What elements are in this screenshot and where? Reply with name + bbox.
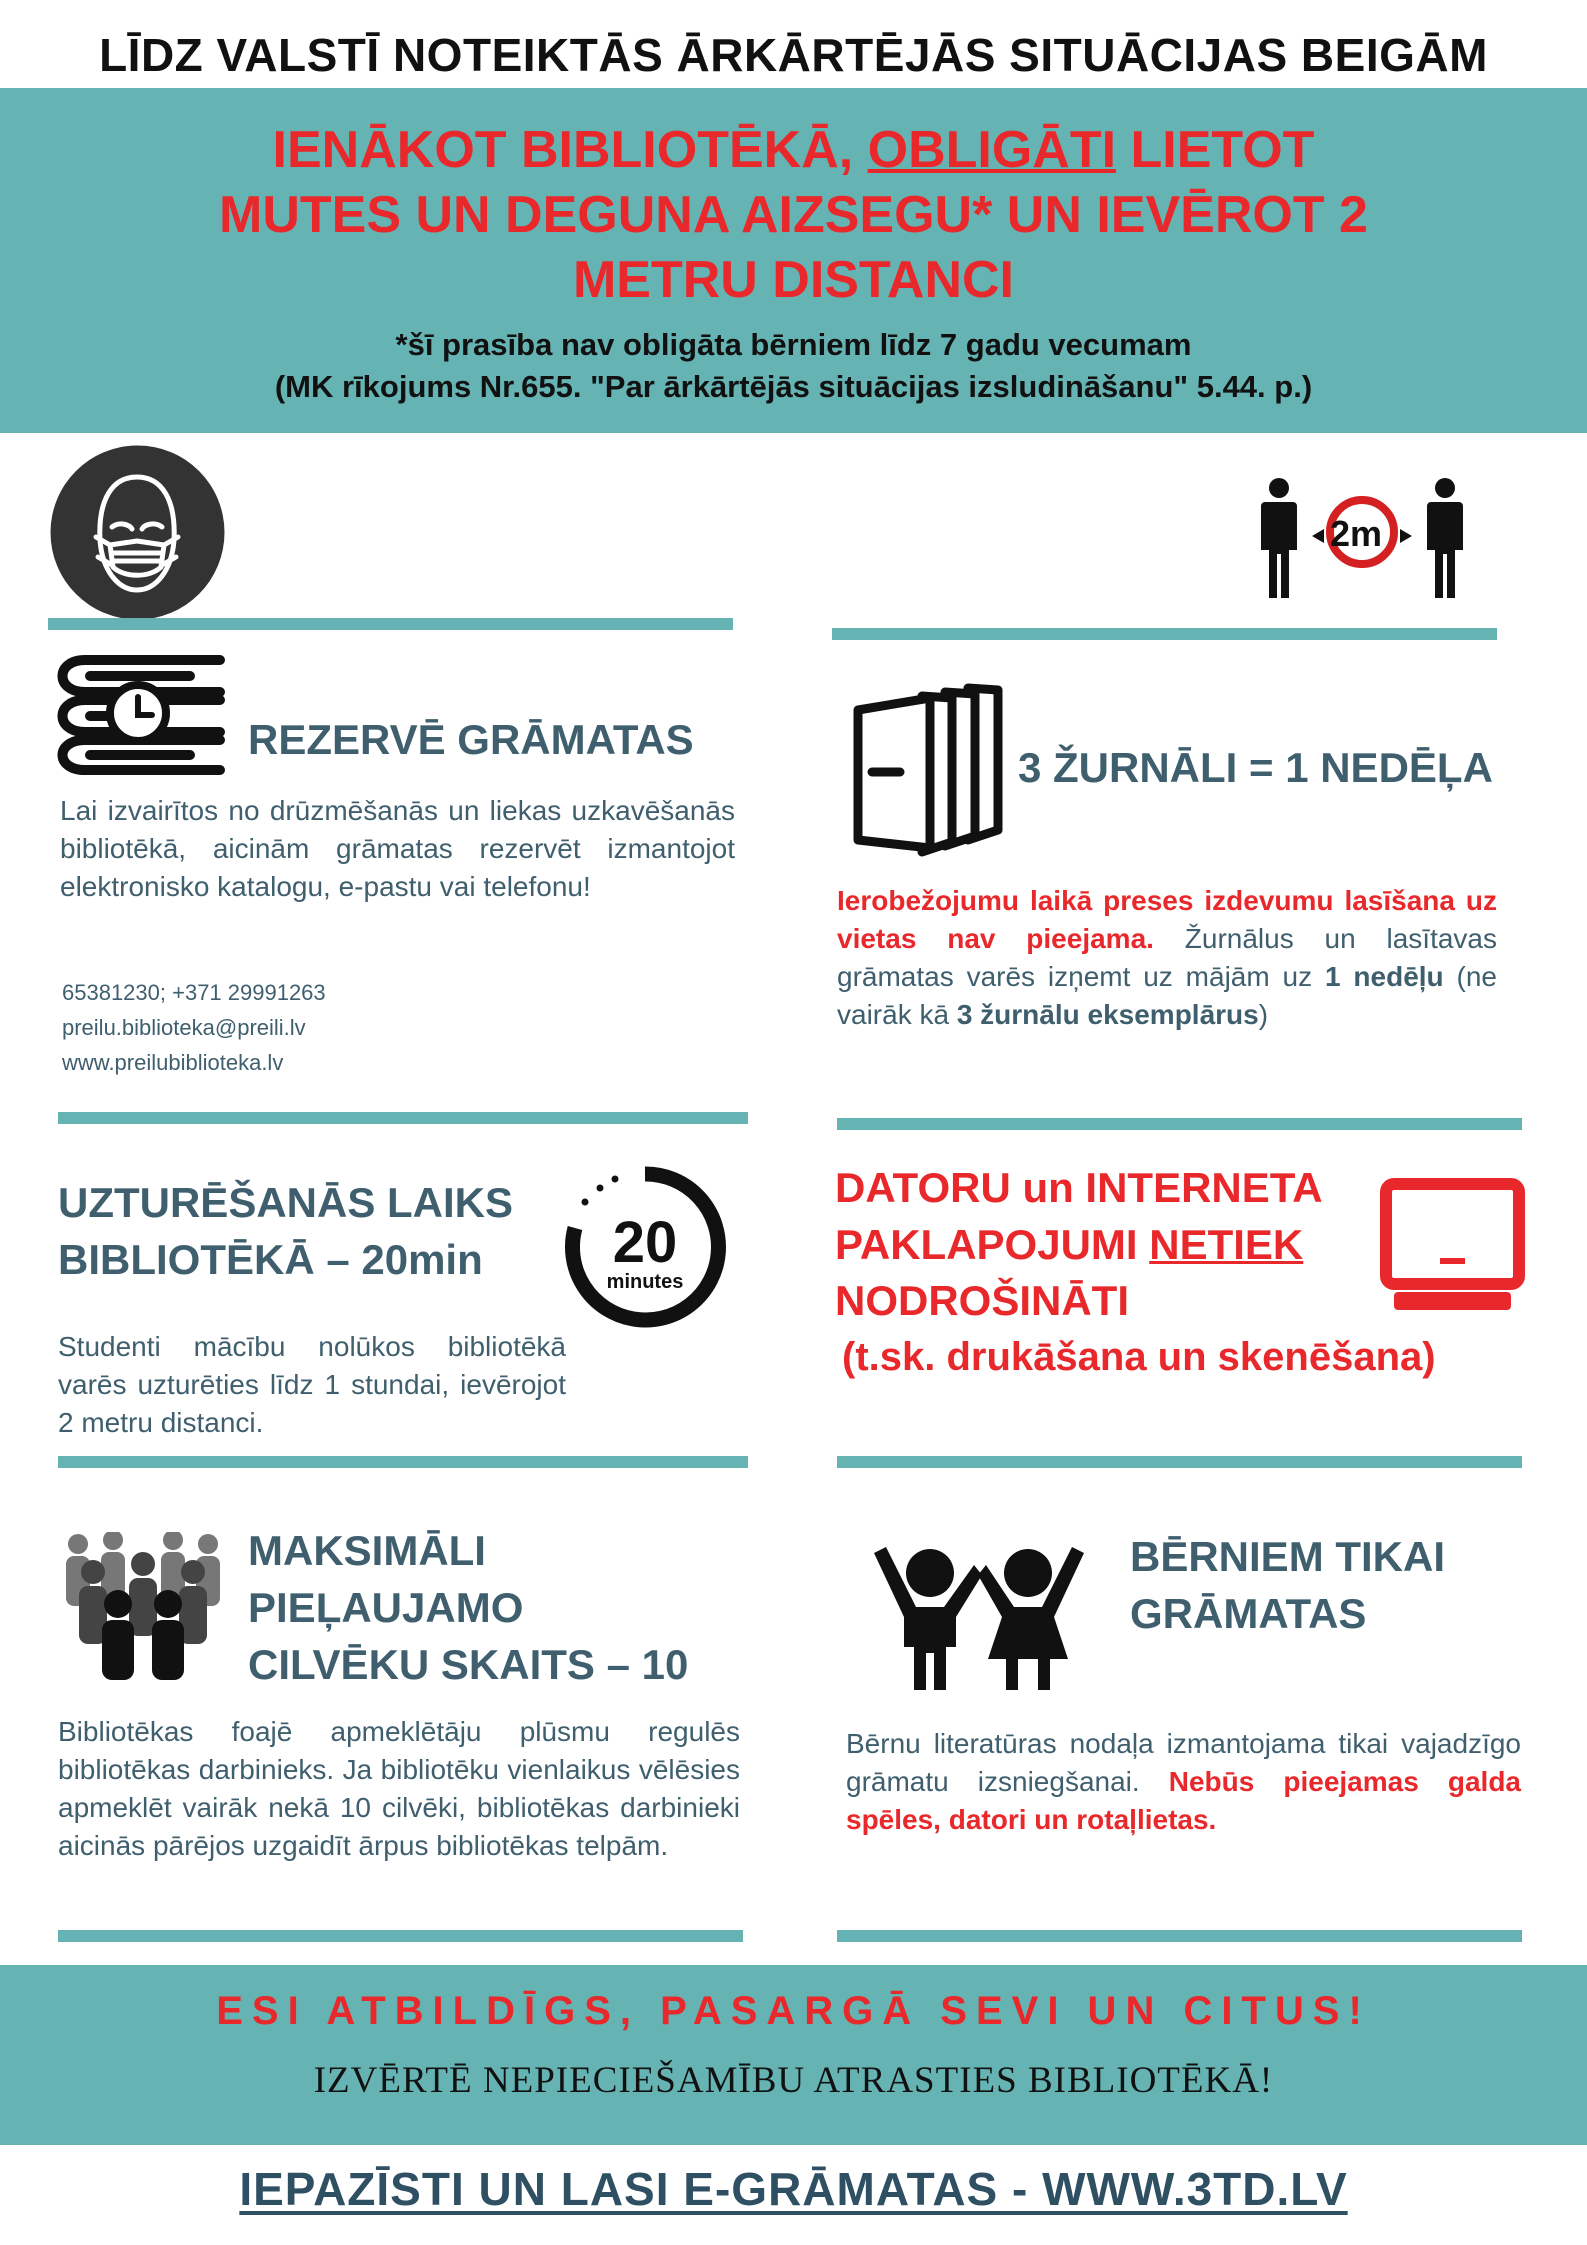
computers-netiek: NETIEK [1149, 1220, 1304, 1268]
children-text-main: Bērnu literatūras nodaļa izmantojama tikai vajadzīgo grāmatu izsniegšanai. [846, 1728, 1521, 1797]
distance-icon [1232, 470, 1472, 615]
divider-right-1 [832, 628, 1497, 640]
contact-email-link[interactable]: preilu.biblioteka@preili.lv [62, 1015, 306, 1040]
children-title-line2: GRĀMATAS [1130, 1590, 1367, 1637]
footer-band [0, 1965, 1587, 2145]
computers-line2-pre: PAKLAPOJUMI [835, 1220, 1150, 1268]
reserve-text: Lai izvairītos no drūzmēšanās un liekas uzkavēšanās bibliotēkā, aicinām grāmatas rezervēt izmantojot elektronisko katalogu, e-pastu vai telefonu! [60, 795, 735, 902]
children-text [846, 1725, 1521, 1839]
capacity-title-line1: MAKSIMĀLI [248, 1527, 486, 1574]
banner-line1-post: LIETOT [1116, 121, 1315, 179]
divider-right-2 [837, 1118, 1522, 1130]
banner-line3: METRU DISTANCI [572, 251, 1014, 309]
distance-label: 2m [1329, 513, 1383, 554]
children-title-line1: BĒRNIEM TIKAI [1130, 1533, 1445, 1580]
banner-line1-pre: IENĀKOT BIBLIOTĒKĀ, [272, 121, 868, 179]
journals-text-c: ) [1258, 999, 1269, 1030]
journals-text-b: (ne vairāk kā [837, 961, 1497, 1030]
divider-left-2 [58, 1112, 748, 1124]
people-group-icon [58, 1532, 228, 1682]
timer-number: 20 [612, 1210, 678, 1275]
top-title: LĪDZ VALSTĪ NOTEIKTĀS ĀRKĀRTĒJĀS SITUĀCIJAS BEIGĀM [99, 29, 1488, 81]
capacity-title [248, 1522, 688, 1693]
computers-line4: (t.sk. drukāšana un skenēšana) [842, 1335, 1436, 1379]
stay-title [58, 1175, 513, 1288]
footer-red-slogan: ESI ATBILDĪGS, PASARGĀ SEVI UN CITUS! [216, 1989, 1371, 2033]
banner-obligati: OBLIGĀTI [867, 121, 1117, 179]
divider-left-4 [58, 1930, 743, 1942]
reserve-contacts [62, 975, 662, 1080]
journals-text-a: Žurnālus un lasītavas grāmatas varēs izņemt uz mājām uz [837, 923, 1498, 992]
mask-icon [50, 445, 225, 620]
reserve-title: REZERVĒ GRĀMATAS [248, 716, 694, 763]
magazines-icon [850, 680, 1005, 862]
divider-right-4 [837, 1930, 1522, 1942]
journals-text [837, 882, 1497, 1034]
computers-notice [835, 1160, 1323, 1330]
children-icon [868, 1535, 1093, 1695]
contact-website-link[interactable]: www.preilubiblioteka.lv [62, 1050, 284, 1075]
journals-bold-week: 1 nedēļu [1324, 961, 1444, 992]
capacity-title-line2: PIEĻAUJAMO [248, 1584, 524, 1631]
ebooks-link[interactable]: IEPAZĪSTI UN LASI E-GRĀMATAS - WWW.3TD.LV [239, 2163, 1348, 2215]
mask-requirement-heading [0, 118, 1587, 313]
footer-black-slogan: IZVĒRTĒ NEPIECIEŠAMĪBU ATRASTIES BIBLIOTĒKĀ! [313, 2060, 1274, 2101]
journals-title: 3 ŽURNĀLI = 1 NEDĒĻA [1018, 744, 1493, 791]
journals-red-text: Ierobežojumu laikā preses izdevumu lasīšana uz vietas nav pieejama. [837, 885, 1497, 954]
stay-title-line2: BIBLIOTĒKĀ – 20min [58, 1235, 483, 1283]
divider-left-1 [48, 618, 733, 630]
divider-right-3 [837, 1456, 1522, 1468]
computers-line1: DATORU un INTERNETA [835, 1164, 1323, 1211]
divider-left-3 [58, 1456, 748, 1468]
journals-bold-copies: 3 žurnālu eksemplārus [956, 999, 1259, 1030]
note-line1: *šī prasība nav obligāta bērniem līdz 7 gadu vecumam [395, 327, 1192, 362]
books-clock-icon [50, 650, 225, 775]
note-line2: (MK rīkojums Nr.655. "Par ārkārtējās situācijas izsludināšanu" 5.44. p.) [274, 368, 1313, 404]
banner-note [0, 324, 1587, 408]
children-red-text: Nebūs pieejamas galda spēles, datori un rotaļlietas. [846, 1766, 1521, 1835]
children-title [1130, 1528, 1445, 1642]
computers-line3: NODROŠINĀTI [835, 1277, 1129, 1325]
banner-line2: MUTES UN DEGUNA AIZSEGU* UN IEVĒROT 2 [219, 186, 1368, 244]
capacity-text: Bibliotēkas foajē apmeklētāju plūsmu regulēs bibliotēkas darbinieks. Ja bibliotēku vienlaikus vēlēsies apmeklēt vairāk nekā 10 cilvēki, bibliotēkas darbinieki aicinās pārējos uzgaidīt ārpus bibliotēkas telpām. [58, 1716, 740, 1861]
contact-phone: 65381230; +371 29991263 [62, 980, 326, 1005]
monitor-icon [1380, 1178, 1525, 1318]
capacity-title-line3: CILVĒKU SKAITS – 10 [248, 1641, 689, 1688]
stay-text: Studenti mācību nolūkos bibliotēkā varēs uzturēties līdz 1 stundai, ievērojot 2 metru distanci. [58, 1331, 566, 1438]
header-banner [0, 88, 1587, 433]
stay-title-line1: UZTURĒŠANĀS LAIKS [58, 1179, 514, 1226]
timer-unit: minutes [606, 1271, 684, 1293]
timer-20-minutes-icon [555, 1162, 735, 1332]
